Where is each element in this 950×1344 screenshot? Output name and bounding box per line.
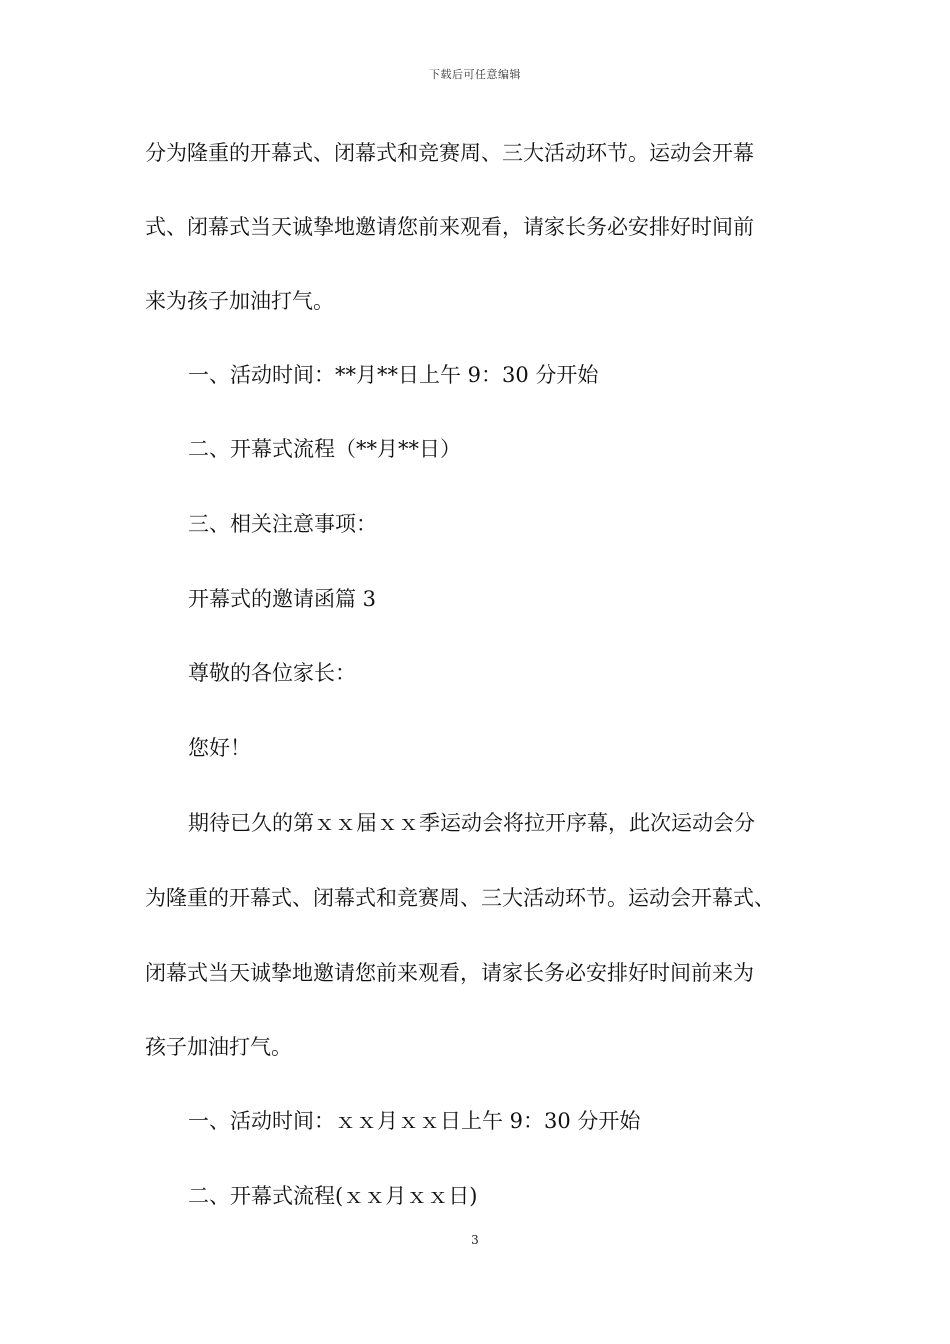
activity-time-line: 一、活动时间：ｘｘ月ｘｘ日上午 9：30 分开始	[188, 1109, 641, 1133]
paragraph-line: 分为隆重的开幕式、闭幕式和竞赛周、三大活动环节。运动会开幕	[145, 141, 754, 165]
opening-ceremony-process-line: 二、开幕式流程（**月**日）	[188, 437, 461, 461]
paragraph-line: 孩子加油打气。	[145, 1035, 292, 1059]
salutation-line: 尊敬的各位家长：	[188, 661, 356, 685]
page-number: 3	[471, 1233, 479, 1247]
paragraph-line: 闭幕式当天诚挚地邀请您前来观看，请家长务必安排好时间前来为	[145, 961, 754, 985]
greeting-line: 您好！	[188, 736, 251, 760]
section-title: 开幕式的邀请函篇 3	[188, 587, 377, 611]
opening-ceremony-process-line: 二、开幕式流程(ｘｘ月ｘｘ日)	[188, 1184, 478, 1208]
paragraph-line: 期待已久的第ｘｘ届ｘｘ季运动会将拉开序幕，此次运动会分	[188, 811, 755, 835]
paragraph-line: 式、闭幕式当天诚挚地邀请您前来观看，请家长务必安排好时间前	[145, 215, 754, 239]
notes-heading-line: 三、相关注意事项：	[188, 512, 377, 536]
activity-time-line: 一、活动时间：**月**日上午 9：30 分开始	[188, 363, 599, 387]
page-header: 下载后可任意编辑	[429, 68, 521, 81]
paragraph-line: 来为孩子加油打气。	[145, 289, 334, 313]
paragraph-line: 为隆重的开幕式、闭幕式和竞赛周、三大活动环节。运动会开幕式、	[145, 886, 775, 910]
